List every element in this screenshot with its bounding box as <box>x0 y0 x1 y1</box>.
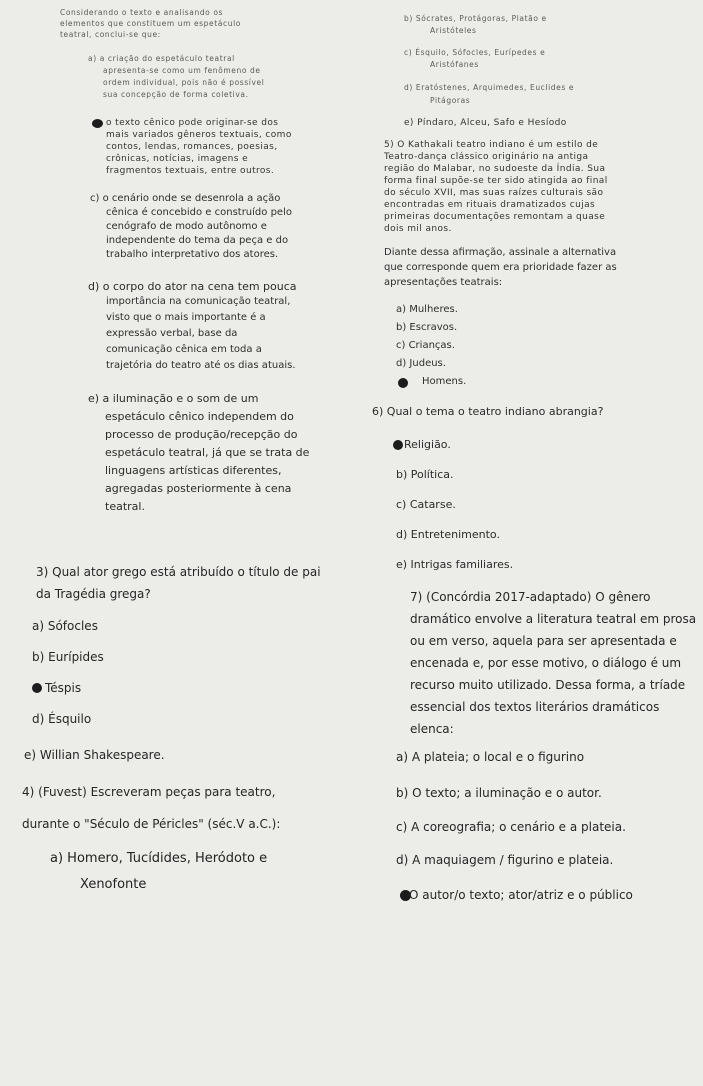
q2-option-e-line-6: agregadas posteriormente à cena <box>105 482 292 495</box>
q7-question-line-2: dramático envolve a literatura teatral em prosa <box>410 612 697 626</box>
q7-option-c: c) A coreografia; o cenário e a plateia. <box>396 820 626 834</box>
q2-option-a-line-4: sua concepção de forma coletiva. <box>103 90 249 99</box>
q5-text-line-8: dois mil anos. <box>384 224 452 234</box>
q4-option-c-line-2: Aristófanes <box>430 60 479 69</box>
q2-option-e-line-4: espetáculo teatral, já que se trata de <box>105 446 310 459</box>
q2-option-a-line-3: ordem individual, pois não é possível <box>103 78 265 87</box>
q7-question-line-4: encenada e, por esse motivo, o diálogo é um <box>410 656 682 670</box>
q2-option-d-line-5: comunicação cênica em toda a <box>106 344 262 355</box>
q3-option-d: d) Ésquilo <box>32 712 92 726</box>
q2-option-d-line-2: importância na comunicação teatral, <box>106 296 291 307</box>
q4-option-e: e) Píndaro, Alceu, Safo e Hesíodo <box>404 118 567 128</box>
q3-option-c: Téspis <box>45 681 82 695</box>
q2-option-e-line-5: linguagens artísticas diferentes, <box>105 464 282 477</box>
q4-option-a-line-2: Xenofonte <box>80 877 147 892</box>
q7-question-line-7: elenca: <box>410 722 454 736</box>
q5-option-e: Homens. <box>422 376 467 387</box>
q7-question-line-1: 7) (Concórdia 2017-adaptado) O gênero <box>410 590 651 604</box>
q6-option-b: b) Política. <box>396 468 454 481</box>
q2-option-c-line-2: cênica é concebido e construído pelo <box>106 207 292 218</box>
q5-text-line-5: do século XVII, mas suas raízes culturais são <box>384 188 604 198</box>
q5-option-c: c) Crianças. <box>396 340 455 351</box>
q7-question-line-3: ou em verso, aquela para ser apresentada e <box>410 634 677 648</box>
q2-option-c-line-4: independente do tema da peça e do <box>106 235 289 246</box>
q2-option-d-line-3: visto que o mais importante é a <box>106 312 266 323</box>
q5-text-line-1: 5) O Kathakali teatro indiano é um estilo de <box>384 140 599 150</box>
q6-option-d: d) Entretenimento. <box>396 528 500 541</box>
q2-option-b-line-2: mais variados gêneros textuais, como <box>106 130 292 140</box>
q5-text-line-10: Diante dessa afirmação, assinale a alternativa <box>384 247 617 258</box>
selected-answer-marker <box>92 119 103 128</box>
intro-line-2: elementos que constituem um espetáculo <box>60 19 241 28</box>
q4-question-line-1: 4) (Fuvest) Escreveram peças para teatro, <box>22 785 276 799</box>
q5-text-line-4: forma final supõe-se ter sido atingida ao final <box>384 176 608 186</box>
q4-option-b-line-2: Aristóteles <box>430 26 477 35</box>
q4-option-d-line-1: d) Eratóstenes, Arquimedes, Euclides e <box>404 83 575 92</box>
q6-question: 6) Qual o tema o teatro indiano abrangia? <box>372 405 604 418</box>
q4-option-b-line-1: b) Sócrates, Protágoras, Platão e <box>404 14 547 23</box>
q5-text-line-2: Teatro-dança clássico originário na antiga <box>384 152 589 162</box>
q2-option-b-line-1: o texto cênico pode originar-se dos <box>106 118 279 128</box>
q5-option-a: a) Mulheres. <box>396 304 458 315</box>
q2-option-b-line-4: crônicas, notícias, imagens e <box>106 154 249 164</box>
q2-option-c-line-1: c) o cenário onde se desenrola a ação <box>90 193 281 204</box>
q3-question-line-1: 3) Qual ator grego está atribuído o título de pai <box>36 565 321 579</box>
selected-answer-marker <box>32 683 42 693</box>
q7-question-line-6: essencial dos textos literários dramáticos <box>410 700 660 714</box>
q2-option-b-line-3: contos, lendas, romances, poesias, <box>106 142 278 152</box>
q6-option-c: c) Catarse. <box>396 498 456 511</box>
q7-option-e: O autor/o texto; ator/atriz e o público <box>409 888 633 902</box>
q4-question-line-2: durante o "Século de Péricles" (séc.V a.C.): <box>22 817 281 831</box>
q6-option-e: e) Intrigas familiares. <box>396 558 514 571</box>
q2-option-a-line-1: a) a criação do espetáculo teatral <box>88 54 235 63</box>
q5-text-line-3: região do Malabar, no sudoeste da Índia. Sua <box>384 164 606 174</box>
q6-option-a: Religião. <box>404 438 451 451</box>
q5-option-b: b) Escravos. <box>396 322 458 333</box>
q2-option-c-line-3: cenógrafo de modo autônomo e <box>106 221 267 232</box>
q5-option-d: d) Judeus. <box>396 358 446 369</box>
q7-option-a: a) A plateia; o local e o figurino <box>396 750 585 764</box>
q2-option-e-line-2: espetáculo cênico independem do <box>105 410 294 423</box>
q2-option-e-line-3: processo de produção/recepção do <box>105 428 298 441</box>
q2-option-b-line-5: fragmentos textuais, entre outros. <box>106 166 275 176</box>
q5-text-line-12: apresentações teatrais: <box>384 277 503 288</box>
q2-option-c-line-5: trabalho interpretativo dos atores. <box>106 249 279 260</box>
q5-text-line-7: primeiras documentações remontam a quase <box>384 212 606 222</box>
q3-option-b: b) Eurípides <box>32 650 104 664</box>
selected-answer-marker <box>398 378 408 388</box>
q5-text-line-11: que corresponde quem era prioridade fazer as <box>384 262 617 273</box>
q2-option-e-line-7: teatral. <box>105 500 145 513</box>
q3-question-line-2: da Tragédia grega? <box>36 587 151 601</box>
q5-text-line-6: encontradas em rituais dramatizados cujas <box>384 200 596 210</box>
q4-option-a-line-1: a) Homero, Tucídides, Heródoto e <box>50 851 268 866</box>
intro-line-1: Considerando o texto e analisando os <box>60 8 224 17</box>
q2-option-d-line-6: trajetória do teatro até os dias atuais. <box>106 360 296 371</box>
q2-option-d-line-1: d) o corpo do ator na cena tem pouca <box>88 280 297 293</box>
q7-option-b: b) O texto; a iluminação e o autor. <box>396 786 602 800</box>
intro-line-3: teatral, conclui-se que: <box>60 30 161 39</box>
q3-option-a: a) Sófocles <box>32 619 98 633</box>
q2-option-d-line-4: expressão verbal, base da <box>106 328 238 339</box>
q2-option-e-line-1: e) a iluminação e o som de um <box>88 392 259 405</box>
q4-option-d-line-2: Pitágoras <box>430 96 471 105</box>
q7-question-line-5: recurso muito utilizado. Dessa forma, a tríade <box>410 678 686 692</box>
q4-option-c-line-1: c) Ésquilo, Sófocles, Eurípedes e <box>404 48 546 57</box>
q7-option-d: d) A maquiagem / figurino e plateia. <box>396 853 614 867</box>
selected-answer-marker <box>393 440 403 450</box>
q2-option-a-line-2: apresenta-se como um fenômeno de <box>103 66 261 75</box>
q3-option-e: e) Willian Shakespeare. <box>24 748 165 762</box>
